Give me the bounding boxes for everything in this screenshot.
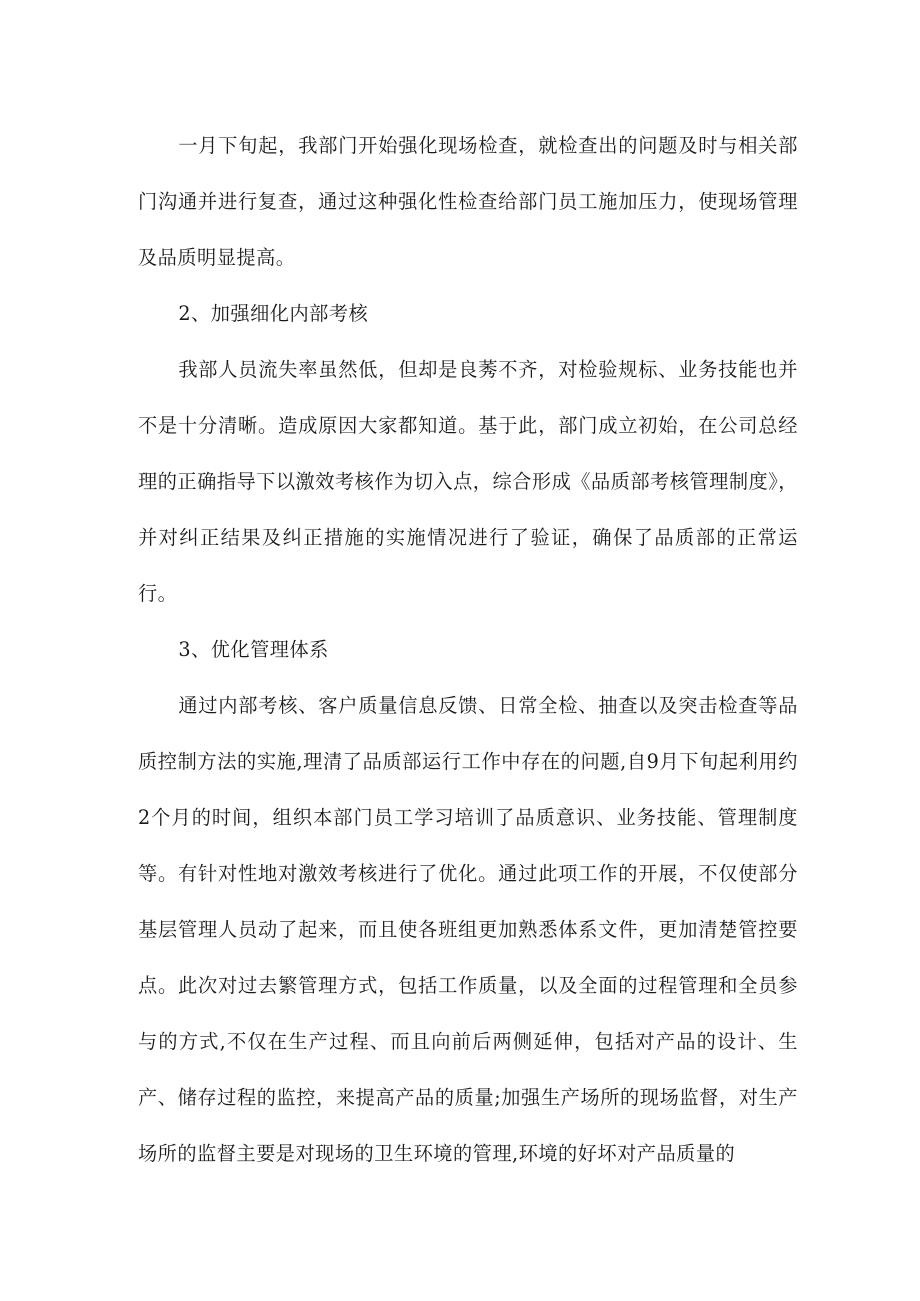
paragraph-inspection-intro: 一月下旬起，我部门开始强化现场检查，就检查出的问题及时与相关部门沟通并进行复查，通过这种强化性检查给部门员工施加压力，使现场管理及品质明显提高。	[138, 134, 798, 269]
section-heading-management-system: 3、优化管理体系	[178, 638, 329, 661]
paragraph-management-system: 通过内部考核、客户质量信息反馈、日常全检、抽查以及突击检查等品质控制方法的实施,理清了品质部运行工作中存在的问题,自9月下旬起利用约2个月的时间，组织本部门员工学习培训了品质意识、业务技能、管理制度等。有针对性地对激效考核进行了优化。通过此项工作的开展，不仅使部分基层管理人员动了起来，而且使各班组更加熟悉体系文件，更加清楚管控要点。此次对过去繁管理方式，包括工作质量，以及全面的过程管理和全员参与的方式,不仅在生产过程、而且向前后两侧延伸，包括对产品的设计、生产、储存过程的监控，来提高产品的质量;加强生产场所的现场监督，对生产场所的监督主要是对现场的卫生环境的管理,环境的好坏对产品质量的	[138, 694, 798, 1165]
paragraph-internal-assessment: 我部人员流失率虽然低，但却是良莠不齐，对检验规标、业务技能也并不是十分清晰。造成原因大家都知道。基于此，部门成立初始，在公司总经理的正确指导下以激效考核作为切入点，综合形成《品质部考核管理制度》，并对纠正结果及纠正措施的实施情况进行了验证，确保了品质部的正常运行。	[138, 358, 798, 605]
document-body	[138, 118, 798, 1182]
section-heading-internal-assessment: 2、加强细化内部考核	[178, 302, 369, 325]
